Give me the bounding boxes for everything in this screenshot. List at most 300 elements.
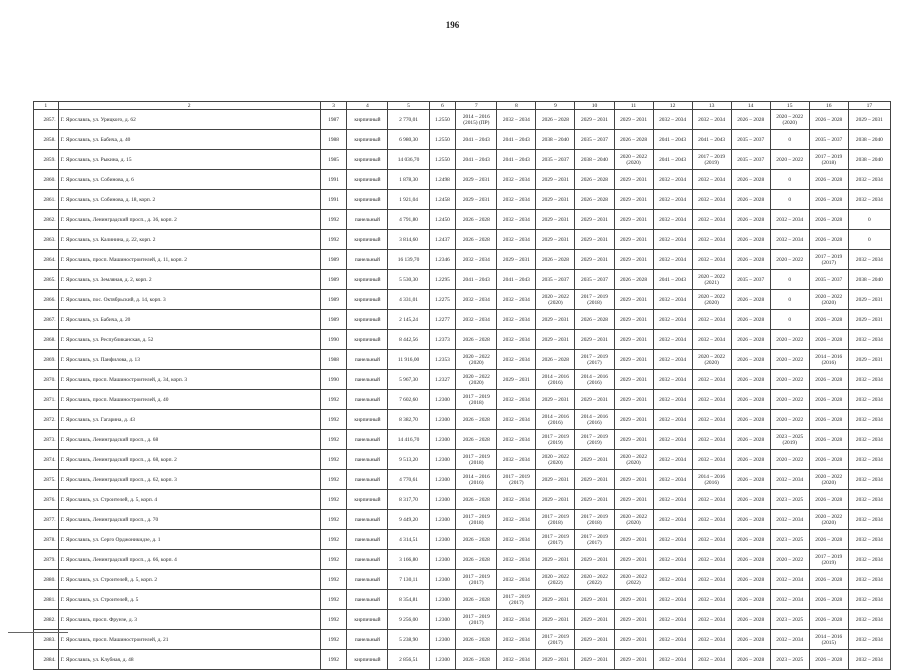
cell-period-elevator: 2032 – 2034 [770,590,809,610]
column-header: 4 [347,102,388,110]
cell-coefficient: 1.2300 [429,550,456,570]
cell-period-foundation: 2038 – 2040 [536,130,575,150]
cell-period-facade: 2041 – 2043 [497,270,536,290]
cell-period-elevator: 2020 – 2022 [770,150,809,170]
cell-period-foundation: 2017 – 2019 (2019) [536,430,575,450]
cell-period-facade: 2041 – 2043 [497,150,536,170]
cell-period-hot-water: 2032 – 2034 [653,570,692,590]
cell-period-elevator: 0 [770,270,809,290]
cell-address: Г. Ярославль, ул. Собинова, д. 18, корп. 2 [58,190,320,210]
column-header: 3 [320,102,347,110]
cell-period-sewerage: 2020 – 2022 (2020) [692,350,731,370]
cell-period-heating: 2020 – 2022 (2022) [575,570,614,590]
cell-period-gas: 2026 – 2028 [809,190,848,210]
cell-period-facade: 2032 – 2034 [497,450,536,470]
cell-period-cold-water: 2020 – 2022 (2022) [614,570,653,590]
cell-address: Г. Ярославль, ул. Земляная, д. 2, корп. 2 [58,270,320,290]
cell-period-basement: 2032 – 2034 [848,490,890,510]
cell-period-gas: 2026 – 2028 [809,390,848,410]
cell-coefficient: 1.2300 [429,390,456,410]
cell-coefficient: 1.2550 [429,130,456,150]
cell-period-basement: 2032 – 2034 [848,650,890,670]
cell-period-foundation: 2020 – 2022 (2022) [536,570,575,590]
table-row [34,530,891,550]
cell-period-foundation: 2020 – 2022 (2020) [536,450,575,470]
column-header: 13 [692,102,731,110]
cell-row-number: 2873. [34,430,59,450]
cell-area: 4 770,61 [388,470,429,490]
cell-period-gas: 2026 – 2028 [809,210,848,230]
cell-coefficient: 1.2300 [429,610,456,630]
cell-wall-material: панельный [347,470,388,490]
cell-period-roof: 2026 – 2028 [456,650,497,670]
table-row [34,170,891,190]
cell-wall-material: панельный [347,210,388,230]
cell-period-electricity: 2026 – 2028 [731,110,770,130]
cell-period-facade: 2032 – 2034 [497,550,536,570]
cell-coefficient: 1.2346 [429,250,456,270]
cell-period-basement: 2038 – 2040 [848,130,890,150]
cell-period-gas: 2017 – 2019 (2019) [809,550,848,570]
cell-build-year: 1989 [320,270,347,290]
cell-row-number: 2865. [34,270,59,290]
cell-period-cold-water: 2029 – 2031 [614,550,653,570]
cell-period-cold-water: 2026 – 2028 [614,130,653,150]
cell-period-foundation: 2029 – 2031 [536,390,575,410]
cell-period-electricity: 2026 – 2028 [731,290,770,310]
cell-period-electricity: 2026 – 2028 [731,430,770,450]
cell-period-electricity: 2026 – 2028 [731,550,770,570]
cell-build-year: 1989 [320,310,347,330]
table-row [34,310,891,330]
column-header: 16 [809,102,848,110]
cell-period-roof: 2017 – 2019 (2018) [456,510,497,530]
cell-row-number: 2878. [34,530,59,550]
table-row [34,650,891,670]
table-row [34,290,891,310]
cell-coefficient: 1.2300 [429,590,456,610]
cell-period-roof: 2026 – 2028 [456,630,497,650]
cell-period-sewerage: 2032 – 2034 [692,190,731,210]
cell-area: 14 036,70 [388,150,429,170]
cell-period-gas: 2026 – 2028 [809,650,848,670]
cell-row-number: 2864. [34,250,59,270]
cell-period-electricity: 2035 – 2037 [731,270,770,290]
cell-build-year: 1992 [320,550,347,570]
cell-period-hot-water: 2032 – 2034 [653,510,692,530]
cell-period-basement: 2032 – 2034 [848,410,890,430]
cell-period-hot-water: 2032 – 2034 [653,110,692,130]
cell-row-number: 2872. [34,410,59,430]
cell-period-elevator: 2032 – 2034 [770,210,809,230]
cell-area: 5 530,30 [388,270,429,290]
cell-period-hot-water: 2032 – 2034 [653,530,692,550]
cell-row-number: 2883. [34,630,59,650]
table-row [34,610,891,630]
cell-period-hot-water: 2032 – 2034 [653,550,692,570]
cell-period-cold-water: 2029 – 2031 [614,190,653,210]
cell-period-electricity: 2026 – 2028 [731,350,770,370]
cell-build-year: 1992 [320,430,347,450]
cell-period-roof: 2017 – 2019 (2018) [456,450,497,470]
cell-period-electricity: 2026 – 2028 [731,470,770,490]
cell-period-facade: 2032 – 2034 [497,410,536,430]
cell-area: 2 856,51 [388,650,429,670]
cell-period-roof: 2020 – 2022 (2020) [456,350,497,370]
cell-period-hot-water: 2041 – 2043 [653,270,692,290]
cell-period-electricity: 2035 – 2037 [731,130,770,150]
cell-row-number: 2871. [34,390,59,410]
cell-period-basement: 2029 – 2031 [848,350,890,370]
cell-build-year: 1992 [320,450,347,470]
cell-period-gas: 2026 – 2028 [809,170,848,190]
cell-period-facade: 2032 – 2034 [497,290,536,310]
cell-address: Г. Ярославль, просп. Машиностроителей, д. 40 [58,390,320,410]
cell-address: Г. Ярославль, ул. Строителей, д. 5, корп. 2 [58,570,320,590]
cell-period-elevator: 2032 – 2034 [770,570,809,590]
cell-period-gas: 2026 – 2028 [809,310,848,330]
column-header: 12 [653,102,692,110]
cell-period-facade: 2032 – 2034 [497,650,536,670]
cell-coefficient: 1.2550 [429,110,456,130]
cell-coefficient: 1.2300 [429,530,456,550]
cell-area: 2 145,24 [388,310,429,330]
cell-coefficient: 1.2437 [429,230,456,250]
cell-period-heating: 2029 – 2031 [575,110,614,130]
cell-period-elevator: 2020 – 2022 [770,410,809,430]
cell-period-cold-water: 2029 – 2031 [614,390,653,410]
cell-wall-material: панельный [347,630,388,650]
cell-period-hot-water: 2032 – 2034 [653,410,692,430]
cell-period-foundation: 2029 – 2031 [536,470,575,490]
cell-build-year: 1990 [320,370,347,390]
cell-period-basement: 2029 – 2031 [848,310,890,330]
cell-period-foundation: 2017 – 2019 (2017) [536,530,575,550]
cell-address: Г. Ярославль, Ленинградский просп., д. 68, корп. 2 [58,450,320,470]
cell-period-cold-water: 2029 – 2031 [614,630,653,650]
cell-coefficient: 1.2300 [429,430,456,450]
cell-row-number: 2870. [34,370,59,390]
cell-period-sewerage: 2032 – 2034 [692,570,731,590]
cell-period-elevator: 2032 – 2034 [770,470,809,490]
cell-period-hot-water: 2032 – 2034 [653,190,692,210]
cell-period-hot-water: 2032 – 2034 [653,170,692,190]
cell-period-roof: 2041 – 2043 [456,270,497,290]
cell-period-facade: 2032 – 2034 [497,630,536,650]
cell-row-number: 2866. [34,290,59,310]
column-header: 8 [497,102,536,110]
cell-period-cold-water: 2020 – 2022 (2020) [614,450,653,470]
cell-build-year: 1988 [320,350,347,370]
cell-period-sewerage: 2014 – 2016 (2016) [692,470,731,490]
cell-period-basement: 2032 – 2034 [848,430,890,450]
table-row [34,410,891,430]
cell-period-elevator: 2032 – 2034 [770,510,809,530]
cell-area: 3 814,60 [388,230,429,250]
cell-wall-material: кирпичный [347,330,388,350]
cell-coefficient: 1.2300 [429,410,456,430]
cell-address: Г. Ярославль, Ленинградский просп., д. 62, корп. 3 [58,470,320,490]
cell-area: 4 791,80 [388,210,429,230]
cell-period-heating: 2029 – 2031 [575,590,614,610]
cell-period-gas: 2017 – 2019 (2018) [809,150,848,170]
cell-period-cold-water: 2020 – 2022 (2020) [614,510,653,530]
cell-period-foundation: 2035 – 2037 [536,270,575,290]
cell-period-gas: 2026 – 2028 [809,330,848,350]
cell-period-basement: 2032 – 2034 [848,370,890,390]
cell-period-foundation: 2029 – 2031 [536,210,575,230]
cell-address: Г. Ярославль, ул. Урицкого, д. 62 [58,110,320,130]
cell-area: 5 238,90 [388,630,429,650]
cell-period-sewerage: 2032 – 2034 [692,590,731,610]
cell-row-number: 2876. [34,490,59,510]
cell-address: Г. Ярославль, просп. Машиностроителей, д. 34, корп. 3 [58,370,320,390]
cell-coefficient: 1.2300 [429,490,456,510]
cell-area: 8 354,81 [388,590,429,610]
cell-period-roof: 2032 – 2034 [456,310,497,330]
cell-period-heating: 2014 – 2016 (2016) [575,410,614,430]
cell-period-gas: 2026 – 2028 [809,430,848,450]
table-row [34,210,891,230]
cell-wall-material: панельный [347,570,388,590]
table-row [34,190,891,210]
cell-build-year: 1989 [320,250,347,270]
cell-period-cold-water: 2029 – 2031 [614,430,653,450]
cell-period-elevator: 2020 – 2022 [770,370,809,390]
cell-period-electricity: 2026 – 2028 [731,650,770,670]
column-header: 1 [34,102,59,110]
cell-period-gas: 2020 – 2022 (2020) [809,470,848,490]
cell-period-cold-water: 2029 – 2031 [614,350,653,370]
cell-period-sewerage: 2032 – 2034 [692,490,731,510]
cell-period-basement: 0 [848,230,890,250]
cell-period-sewerage: 2032 – 2034 [692,450,731,470]
cell-build-year: 1992 [320,470,347,490]
cell-period-sewerage: 2032 – 2034 [692,170,731,190]
housing-register-table [33,101,891,670]
cell-wall-material: панельный [347,550,388,570]
cell-period-foundation: 2017 – 2019 (2017) [536,630,575,650]
cell-period-cold-water: 2029 – 2031 [614,590,653,610]
cell-wall-material: панельный [347,510,388,530]
cell-period-cold-water: 2029 – 2031 [614,610,653,630]
cell-period-sewerage: 2032 – 2034 [692,370,731,390]
cell-area: 4 331,01 [388,290,429,310]
cell-period-hot-water: 2032 – 2034 [653,490,692,510]
cell-period-sewerage: 2020 – 2022 (2021) [692,270,731,290]
cell-coefficient: 1.2277 [429,310,456,330]
cell-period-heating: 2029 – 2031 [575,230,614,250]
page-number: 196 [445,20,460,30]
cell-wall-material: панельный [347,590,388,610]
cell-area: 6 980,30 [388,130,429,150]
cell-build-year: 1991 [320,170,347,190]
cell-period-heating: 2035 – 2037 [575,270,614,290]
cell-row-number: 2882. [34,610,59,630]
cell-period-gas: 2026 – 2028 [809,570,848,590]
cell-period-facade: 2032 – 2034 [497,170,536,190]
cell-period-cold-water: 2029 – 2031 [614,490,653,510]
cell-period-roof: 2032 – 2034 [456,250,497,270]
cell-area: 8 442,56 [388,330,429,350]
cell-period-hot-water: 2032 – 2034 [653,290,692,310]
cell-period-cold-water: 2029 – 2031 [614,370,653,390]
cell-period-foundation: 2029 – 2031 [536,330,575,350]
cell-period-elevator: 0 [770,130,809,150]
cell-period-hot-water: 2032 – 2034 [653,390,692,410]
table-row [34,570,891,590]
cell-build-year: 1992 [320,230,347,250]
cell-period-roof: 2026 – 2028 [456,590,497,610]
cell-period-hot-water: 2032 – 2034 [653,590,692,610]
cell-period-hot-water: 2032 – 2034 [653,330,692,350]
table-row [34,350,891,370]
cell-period-foundation: 2029 – 2031 [536,550,575,570]
cell-period-sewerage: 2032 – 2034 [692,430,731,450]
cell-build-year: 1992 [320,210,347,230]
cell-period-cold-water: 2029 – 2031 [614,330,653,350]
cell-build-year: 1992 [320,510,347,530]
cell-period-cold-water: 2029 – 2031 [614,470,653,490]
cell-period-roof: 2026 – 2028 [456,550,497,570]
cell-wall-material: кирпичный [347,490,388,510]
cell-period-facade: 2032 – 2034 [497,350,536,370]
cell-period-elevator: 2023 – 2025 [770,610,809,630]
cell-period-basement: 2032 – 2034 [848,630,890,650]
cell-period-foundation: 2029 – 2031 [536,310,575,330]
cell-build-year: 1992 [320,390,347,410]
cell-address: Г. Ярославль, ул. Панфилова, д. 13 [58,350,320,370]
cell-period-cold-water: 2029 – 2031 [614,650,653,670]
cell-period-elevator: 2020 – 2022 [770,250,809,270]
table-row [34,330,891,350]
cell-period-basement: 2032 – 2034 [848,530,890,550]
cell-period-foundation: 2029 – 2031 [536,610,575,630]
cell-wall-material: панельный [347,430,388,450]
cell-period-hot-water: 2041 – 2043 [653,150,692,170]
cell-period-electricity: 2026 – 2028 [731,410,770,430]
column-header: 14 [731,102,770,110]
table-row [34,390,891,410]
cell-period-facade: 2041 – 2043 [497,130,536,150]
cell-period-sewerage: 2032 – 2034 [692,630,731,650]
cell-period-electricity: 2035 – 2037 [731,150,770,170]
cell-period-electricity: 2026 – 2028 [731,630,770,650]
column-header: 6 [429,102,456,110]
cell-period-gas: 2026 – 2028 [809,610,848,630]
cell-period-electricity: 2026 – 2028 [731,330,770,350]
cell-period-facade: 2029 – 2031 [497,370,536,390]
cell-period-gas: 2026 – 2028 [809,370,848,390]
cell-period-heating: 2029 – 2031 [575,550,614,570]
cell-period-basement: 2032 – 2034 [848,250,890,270]
cell-period-foundation: 2014 – 2016 (2016) [536,370,575,390]
cell-period-elevator: 0 [770,290,809,310]
cell-row-number: 2875. [34,470,59,490]
cell-area: 4 314,51 [388,530,429,550]
cell-period-electricity: 2026 – 2028 [731,390,770,410]
cell-period-heating: 2017 – 2019 (2018) [575,510,614,530]
cell-coefficient: 1.2300 [429,450,456,470]
cell-period-heating: 2029 – 2031 [575,630,614,650]
cell-period-heating: 2026 – 2028 [575,170,614,190]
cell-address: Г. Ярославль, просп. Машиностроителей, д. 21 [58,630,320,650]
cell-period-facade: 2032 – 2034 [497,210,536,230]
cell-area: 7 602,60 [388,390,429,410]
cell-address: Г. Ярославль, ул. Строителей, д. 5, корп. 4 [58,490,320,510]
cell-address: Г. Ярославль, Ленинградский просп., д. 36, корп. 2 [58,210,320,230]
table-row [34,150,891,170]
cell-build-year: 1992 [320,590,347,610]
cell-period-basement: 2032 – 2034 [848,550,890,570]
cell-row-number: 2858. [34,130,59,150]
cell-area: 5 967,30 [388,370,429,390]
cell-wall-material: панельный [347,390,388,410]
cell-coefficient: 1.2300 [429,470,456,490]
cell-period-roof: 2026 – 2028 [456,490,497,510]
column-header: 11 [614,102,653,110]
cell-row-number: 2869. [34,350,59,370]
cell-period-gas: 2026 – 2028 [809,410,848,430]
cell-period-heating: 2029 – 2031 [575,610,614,630]
cell-period-gas: 2020 – 2022 (2020) [809,290,848,310]
footnote-divider [8,632,68,633]
cell-period-roof: 2026 – 2028 [456,230,497,250]
cell-address: Г. Ярославль, ул. Строителей, д. 5 [58,590,320,610]
cell-period-foundation: 2029 – 2031 [536,490,575,510]
table-row [34,270,891,290]
cell-wall-material: кирпичный [347,310,388,330]
cell-period-electricity: 2026 – 2028 [731,310,770,330]
cell-area: 8 317,70 [388,490,429,510]
cell-period-gas: 2026 – 2028 [809,110,848,130]
cell-period-hot-water: 2032 – 2034 [653,450,692,470]
cell-wall-material: панельный [347,350,388,370]
cell-period-sewerage: 2032 – 2034 [692,510,731,530]
cell-period-electricity: 2026 – 2028 [731,190,770,210]
cell-coefficient: 1.2295 [429,270,456,290]
cell-area: 16 139,70 [388,250,429,270]
cell-address: Г. Ярославль, просп. Фрунзе, д. 3 [58,610,320,630]
cell-period-hot-water: 2032 – 2034 [653,430,692,450]
cell-wall-material: кирпичный [347,110,388,130]
cell-period-roof: 2026 – 2028 [456,210,497,230]
cell-period-sewerage: 2032 – 2034 [692,650,731,670]
cell-row-number: 2857. [34,110,59,130]
cell-period-gas: 2035 – 2037 [809,130,848,150]
cell-period-sewerage: 2032 – 2034 [692,410,731,430]
cell-period-sewerage: 2032 – 2034 [692,530,731,550]
cell-period-sewerage: 2032 – 2034 [692,330,731,350]
cell-period-roof: 2014 – 2016 (2016) [456,470,497,490]
cell-period-roof: 2014 – 2016 (2015) (ПР) [456,110,497,130]
cell-period-heating: 2029 – 2031 [575,210,614,230]
cell-period-gas: 2026 – 2028 [809,590,848,610]
cell-period-electricity: 2026 – 2028 [731,250,770,270]
table-row [34,130,891,150]
cell-period-cold-water: 2026 – 2028 [614,270,653,290]
cell-period-basement: 0 [848,210,890,230]
cell-period-facade: 2032 – 2034 [497,390,536,410]
cell-period-basement: 2032 – 2034 [848,190,890,210]
cell-period-heating: 2029 – 2031 [575,250,614,270]
cell-row-number: 2868. [34,330,59,350]
table-row [34,510,891,530]
cell-wall-material: кирпичный [347,170,388,190]
cell-row-number: 2862. [34,210,59,230]
cell-period-cold-water: 2029 – 2031 [614,310,653,330]
cell-period-facade: 2032 – 2034 [497,330,536,350]
